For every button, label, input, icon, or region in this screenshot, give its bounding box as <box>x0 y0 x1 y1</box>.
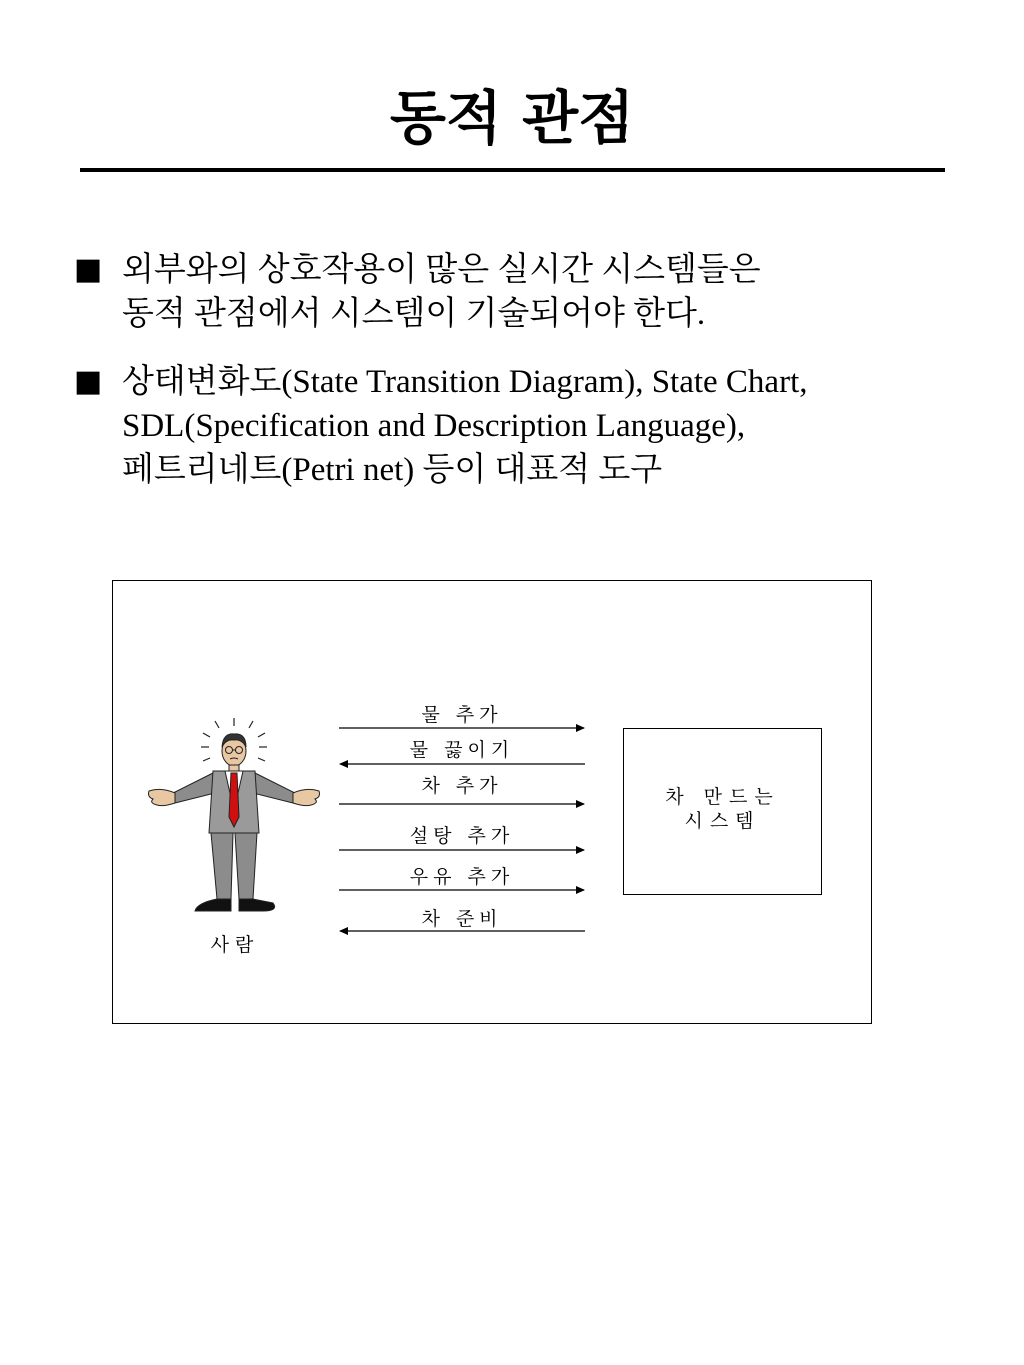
system-label <box>624 785 821 833</box>
system-box <box>623 728 822 895</box>
system-label-line: 시스템 <box>684 810 761 832</box>
bullet-line: SDL(Specification and Description Language), <box>122 408 746 444</box>
bullet-line: 동적 관점에서 시스템이 기술되어야 한다. <box>122 296 706 332</box>
page-title: 동적 관점 <box>389 84 635 152</box>
businessman-icon <box>149 718 320 911</box>
message-label: 차 준비 <box>421 908 503 930</box>
message-label: 설탕 추가 <box>409 825 515 847</box>
bullet-text <box>122 360 808 492</box>
bullet-text <box>122 248 761 336</box>
system-label-line: 차 만드는 <box>665 786 780 808</box>
bullet-item <box>74 248 954 338</box>
message-label: 물 끓이기 <box>409 739 515 761</box>
bullet-item <box>74 360 954 495</box>
message-label: 우유 추가 <box>409 866 515 888</box>
bullet-line: 외부와의 상호작용이 많은 실시간 시스템들은 <box>122 252 761 288</box>
bullet-line: 상태변화도(State Transition Diagram), State Chart, <box>122 364 808 400</box>
square-bullet-icon: ■ <box>74 252 103 287</box>
message-label: 차 추가 <box>421 775 503 797</box>
person-label: 사람 <box>210 934 260 956</box>
bullet-line: 페트리네트(Petri net) 등이 대표적 도구 <box>122 452 663 488</box>
title-divider <box>80 168 945 172</box>
message-label: 물 추가 <box>421 704 503 726</box>
interaction-diagram <box>112 580 872 1024</box>
square-bullet-icon: ■ <box>74 364 103 399</box>
